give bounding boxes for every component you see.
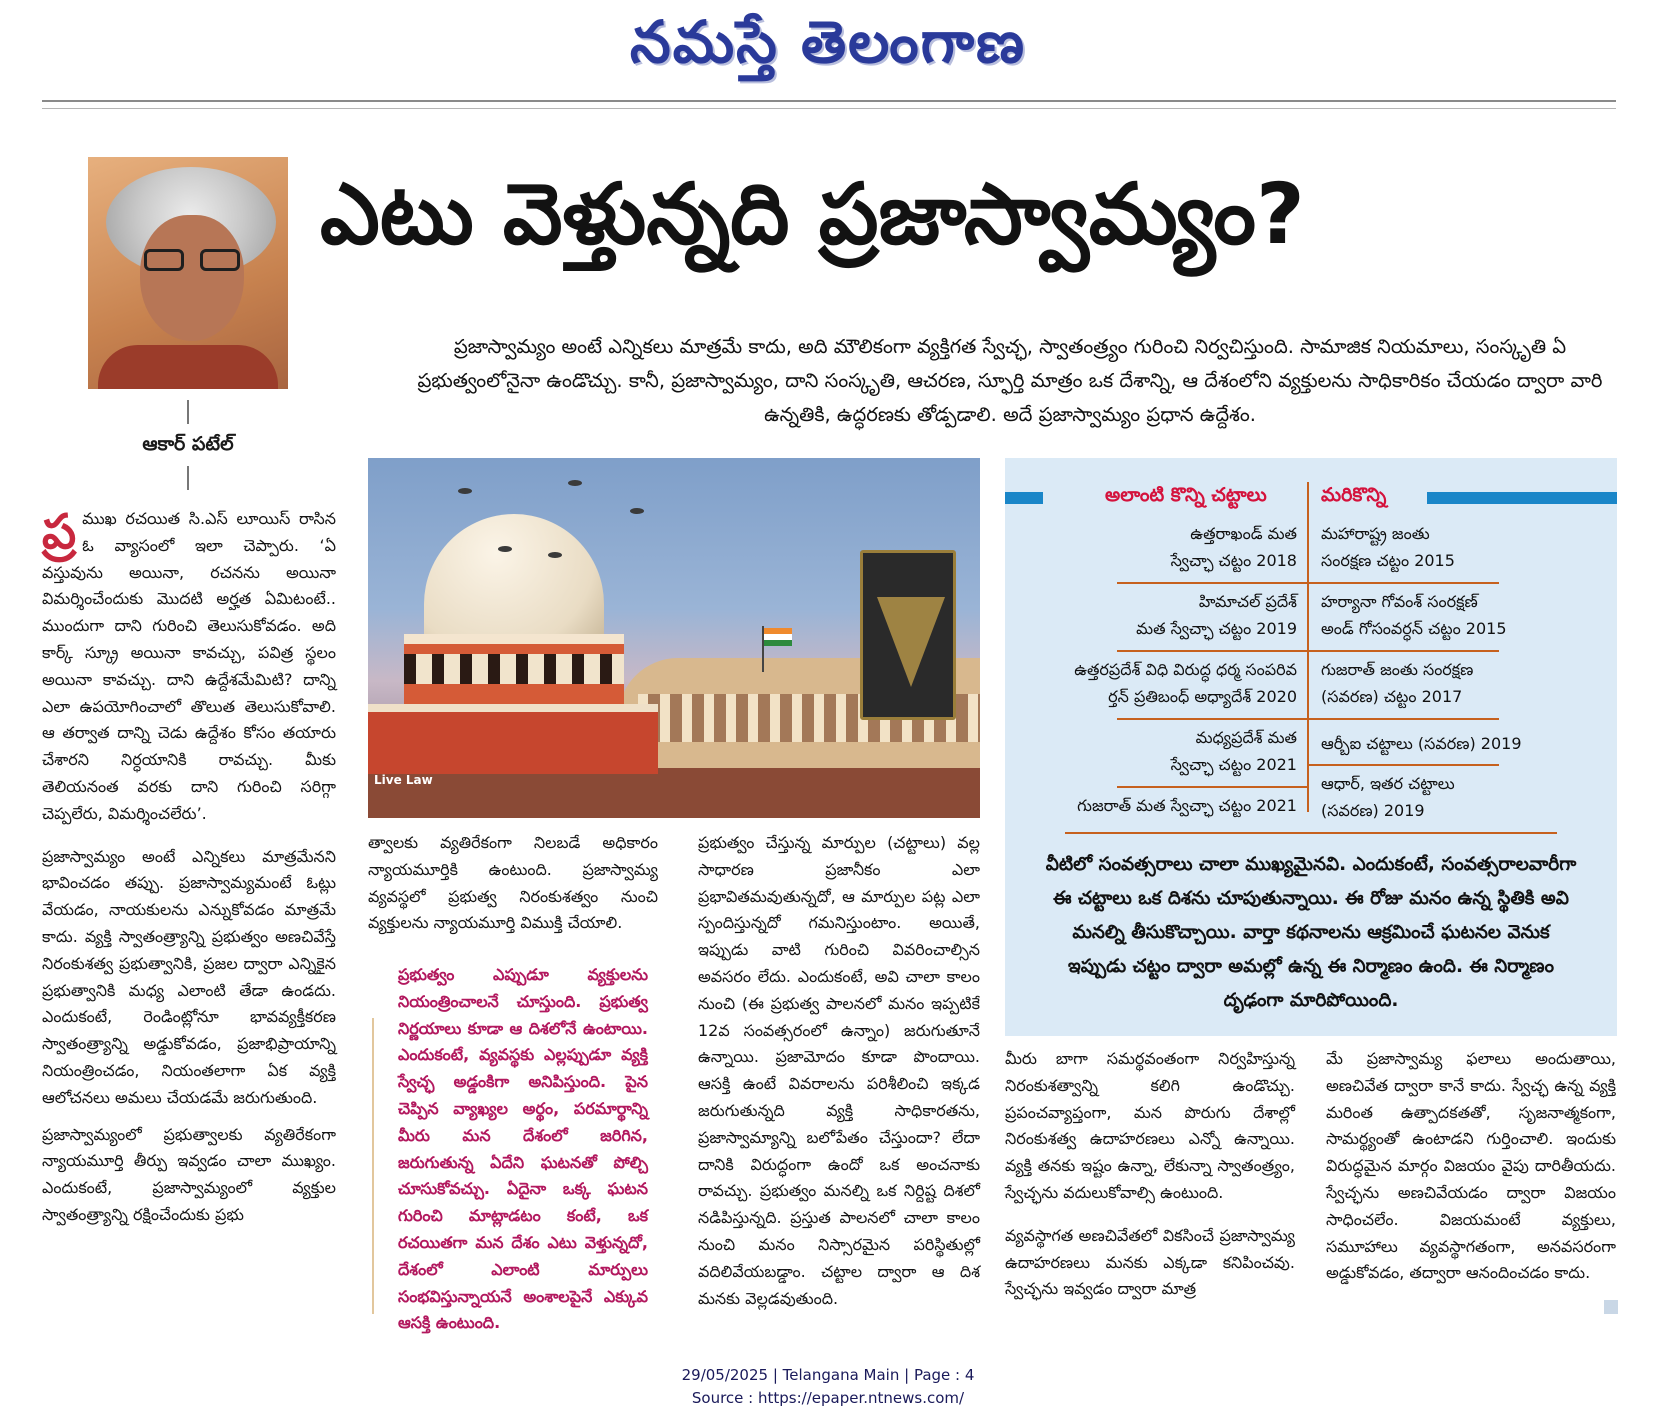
law-entry-left xyxy=(1015,656,1297,710)
sidebar-heading-left: అలాంటి కొన్ని చట్టాలు xyxy=(1105,484,1267,506)
article-column-4 xyxy=(1005,1046,1295,1319)
paragraph: వ్యవస్థాగత అణచివేతలో వికసించే ప్రజాస్వామ్య ఉదాహరణలు మనకు ఎక్కడా కనిపించవు. స్వేచ్ఛను ఇవ్వడం ద్వారా మాత్ర xyxy=(1005,1225,1295,1299)
law-text: హిమాచల్ ప్రదేశ్ xyxy=(1198,592,1297,611)
article-illustration xyxy=(368,458,980,818)
masthead-rule-thin xyxy=(42,108,1616,109)
article-end-mark xyxy=(1604,1300,1618,1314)
law-text: స్వేచ్ఛా చట్టం 2018 xyxy=(1170,551,1297,570)
article-column-5 xyxy=(1326,1046,1616,1303)
law-entry-right xyxy=(1321,656,1611,710)
law-text: ఆర్బీఐ చట్టాలు (సవరణ) 2019 xyxy=(1321,734,1522,753)
law-text: అండ్ గోసంవర్ధన్ చట్టం 2015 xyxy=(1321,619,1507,638)
bird-icon xyxy=(498,546,512,552)
byline-divider-top xyxy=(187,400,189,424)
india-flag-icon xyxy=(764,628,792,646)
paragraph: ప్రజాస్వామ్యం అంటే ఎన్నికలు మాత్రమేనని భావించడం తప్పు. ప్రజాస్వామ్యమంటే ఓట్లు వేయడం, నాయకులను ఎన్నుకోవడం మాత్రమే కాదు. వ్యక్తి స్వాతంత్ర్యాన్ని ప్రభుత్వం అణచివేస్తే నిరంకుశత్వ ప్రభుత్వానికి, ప్రజల ద్వారా ఎన్నికైన ప్రభుత్వానికి మధ్య ఎలాంటి తేడా ఉండదు. ఎందుకంటే, రెండింట్లోనూ భావవ్యక్తీకరణ స్వాతంత్ర్యాన్ని అడ్డుకోవడం, ప్రజాభిప్రాయాన్ని నియంత్రించడం, నియంతలాగా ఏక వ్యక్తి ఆలోచనలు అమలు చేయడమే జరుగుతుంది. xyxy=(42,846,336,1107)
sidebar-heading-right: మరికొన్ని xyxy=(1321,484,1387,506)
bird-icon xyxy=(548,552,562,558)
sidebar-summary: వీటిలో సంవత్సరాలు చాలా ముఖ్యమైనవి. ఎందుకంటే, సంవత్సరాలవారీగా ఈ చట్టాలు ఒక దిశను చూపుతున్నాయి. ఈ రోజు మనం ఉన్న స్థితికి అవి మనల్ని తీసుకొచ్చాయి. వార్తా కథనాలను ఆక్రమించే ఘటనల వెనుక ఇప్పుడు చట్టం ద్వారా అమల్లో ఉన్న ఈ నిర్మాణం ఉంది. ఈ నిర్మాణం దృఢంగా మారిపోయింది. xyxy=(1045,854,1577,1011)
law-text: స్వేచ్ఛా చట్టం 2021 xyxy=(1170,755,1297,774)
law-entry-left xyxy=(1015,792,1297,819)
article-column-3 xyxy=(698,830,980,1328)
law-text: మధ్యప్రదేశ్ మత xyxy=(1195,728,1297,747)
article-headline: ఎటు వెళ్తున్నది ప్రజాస్వామ్యం? xyxy=(320,165,1305,263)
constitution-book xyxy=(860,550,956,720)
article-column-2 xyxy=(368,830,658,953)
supreme-court-base xyxy=(368,704,658,774)
law-text: ఉత్తరాఖండ్ మత xyxy=(1190,524,1297,543)
photo-lens-left xyxy=(144,249,184,271)
law-text: (సవరణ) చట్టం 2017 xyxy=(1321,687,1463,706)
bird-icon xyxy=(458,488,472,494)
article-lede: ప్రజాస్వామ్యం అంటే ఎన్నికలు మాత్రమే కాదు, అది మౌలికంగా వ్యక్తిగత స్వేచ్ఛ, స్వాతంత్ర్యం గురించి నిర్వచిస్తుంది. సామాజిక నియమాలు, సంస్కృతి ఏ ప్రభుత్వంలోనైనా ఉండొచ్చు. కానీ, ప్రజాస్వామ్యం, దాని సంస్కృతి, ఆచరణ, స్ఫూర్తి మాత్రం ఒక దేశాన్ని, ఆ దేశంలోని వ్యక్తులను సాధికారికం చేయడం ద్వారా వారి ఉన్నతికి, ఉద్ధరణకు తోడ్పడాలి. అదే ప్రజాస్వామ్యం ప్రధాన ఉద్దేశం. xyxy=(417,335,1603,426)
law-text: (సవరణ) 2019 xyxy=(1321,801,1425,820)
law-entry-left xyxy=(1035,724,1297,778)
law-entry-right xyxy=(1321,520,1611,574)
law-text: ఆధార్, ఇతర చట్టాలు xyxy=(1321,774,1455,793)
photo-lens-right xyxy=(200,249,240,271)
photo-face xyxy=(140,215,244,341)
article-column-1 xyxy=(42,506,336,1245)
photo-glasses xyxy=(144,249,240,271)
author-byline: ఆకార్ పటేల్ xyxy=(142,433,234,455)
masthead-rule xyxy=(42,100,1616,102)
paragraph: మే ప్రజాస్వామ్య ఫలాలు అందుతాయి, అణచివేత ద్వారా కానే కాదు. స్వేచ్ఛ ఉన్న వ్యక్తి మరింత ఉత్పాదకతతో, సృజనాత్మకంగా, సామర్థ్యంతో ఉంటాడని గుర్తించాలి. ఇందుకు విరుద్ధమైన మార్గం విజయం వైపు దారితీయదు. స్వేచ్ఛను అణచివేయడం ద్వారా విజయం సాధించలేం. విజయమంటే వ్యక్తులు, సమూహాలు వ్యవస్థాగతంగా, అనవసరంగా అడ్డుకోవడం, తద్వారా ఆనందించడం కాదు. xyxy=(1326,1049,1616,1283)
law-separator xyxy=(1117,786,1307,788)
law-entry-left xyxy=(1035,520,1297,574)
byline-divider-bottom xyxy=(187,466,189,490)
law-separator xyxy=(1309,718,1499,720)
law-separator xyxy=(1309,650,1499,652)
paragraph: ప్రభుత్వం చేస్తున్న మార్పుల (చట్టాలు) వల్ల సాధారణ ప్రజానీకం ఎలా ప్రభావితమవుతున్నదో, ఆ మార్పుల పట్ల ఎలా స్పందిస్తున్నదో గమనిస్తుంటాం. అయితే, ఇప్పుడు వాటి గురించి వివరించాల్సిన అవసరం లేదు. ఎందుకంటే, అవి చాలా కాలం నుంచి (ఈ ప్రభుత్వ పాలనలో మనం ఇప్పటికే 12వ సంవత్సరంలో ఉన్నాం) జరుగుతూనే ఉన్నాయి. ప్రజామోదం కూడా పొందాయి. ఆసక్తి ఉంటే వివరాలను పరిశీలించి ఇక్కడ జరుగుతున్నది వ్యక్తి సాధికారతను, ప్రజాస్వామ్యాన్ని బలోపేతం చేస్తుందా? లేదా దానికి విరుద్ధంగా ఉందో ఒక అంచనాకు రావచ్చు. ప్రభుత్వం మనల్ని ఒక నిర్దిష్ట దిశలో నడిపిస్తున్నది. ప్రస్తుత పాలనలో చాలా కాలం నుంచి మనం నిస్సారమైన పరిస్థితుల్లో వదిలివేయబడ్డాం. చట్టాల ద్వారా ఆ దిశ మనకు వెల్లడవుతుంది. xyxy=(698,833,980,1308)
supreme-court-windows xyxy=(404,654,624,684)
sidebar-accent-bar-right xyxy=(1427,492,1617,504)
laws-sidebar xyxy=(1005,458,1617,1036)
sidebar-column-divider xyxy=(1307,482,1309,812)
page-footer xyxy=(0,1364,1656,1410)
footer-source-link[interactable]: Source : https://epaper.ntnews.com/ xyxy=(691,1389,965,1407)
bird-icon xyxy=(630,508,644,514)
supreme-court-dome xyxy=(424,514,604,644)
drop-cap: ప్ర xyxy=(42,504,77,560)
footer-edition-info: 29/05/2025 | Telangana Main | Page : 4 xyxy=(681,1366,975,1384)
masthead-logo: నమస్తే తెలంగాణ xyxy=(630,8,1026,76)
law-entry-right xyxy=(1321,588,1611,642)
photo-shirt xyxy=(98,345,278,389)
law-text: గుజరాత్ జంతు సంరక్షణ xyxy=(1321,660,1474,679)
law-text: మహారాష్ట్ర జంతు xyxy=(1321,524,1430,543)
law-entry-right xyxy=(1321,770,1611,824)
pullquote-rule xyxy=(372,1018,374,1314)
bird-icon xyxy=(568,480,582,486)
image-watermark: Live Law xyxy=(374,773,433,787)
law-text: గుజరాత్ మత స్వేచ్ఛా చట్టం 2021 xyxy=(1077,796,1297,815)
law-entry-right xyxy=(1321,730,1611,757)
paragraph: త్వాలకు వ్యతిరేకంగా నిలబడే అధికారం న్యాయమూర్తికి ఉంటుంది. ప్రజాస్వామ్య వ్యవస్థలో ప్రభుత్వ నిరంకుశత్వం నుంచి వ్యక్తులను న్యాయమూర్తి విముక్తి చేయాలి. xyxy=(368,833,658,933)
constitution-book-emblem xyxy=(877,597,945,687)
law-text: ర్తన్ ప్రతిబంధ్ అధ్యాదేశ్ 2020 xyxy=(1108,687,1297,706)
law-entry-left xyxy=(1035,588,1297,642)
paragraph: ప్రజాస్వామ్యంలో ప్రభుత్వాలకు వ్యతిరేకంగా న్యాయమూర్తి తీర్పు ఇవ్వడం చాలా ముఖ్యం. ఎందుకంటే, ప్రజాస్వామ్యంలో వ్యక్తుల స్వాతంత్ర్యాన్ని రక్షించేందుకు ప్రభు xyxy=(42,1124,336,1224)
law-separator xyxy=(1309,582,1499,584)
law-separator xyxy=(1117,650,1307,652)
law-text: మత స్వేచ్ఛా చట్టం 2019 xyxy=(1136,619,1297,638)
pullquote: ప్రభుత్వం ఎప్పుడూ వ్యక్తులను నియంత్రించాలనే చూస్తుంది. ప్రభుత్వ నిర్ణయాలు కూడా ఆ దిశలోనే ఉంటాయి. ఎందుకంటే, వ్యవస్థకు ఎల్లప్పుడూ వ్యక్తి స్వేచ్ఛ అడ్డంకిగా అనిపిస్తుంది. పైన చెప్పిన వ్యాఖ్యల అర్థం, పరమార్థాన్ని మీరు మన దేశంలో జరిగిన, జరుగుతున్న ఏదేని ఘటనతో పోల్చి చూసుకోవచ్చు. ఏదైనా ఒక్క ఘటన గురించి మాట్లాడటం కంటే, ఒక రచయితగా మన దేశం ఎటు వెళ్తున్నదో, దేశంలో ఎలాంటి మార్పులు సంభవిస్తున్నాయనే అంశాలపైనే ఎక్కువ ఆసక్తి ఉంటుంది. xyxy=(398,965,648,1333)
paragraph: ముఖ రచయిత సి.ఎస్ లూయిస్ రాసిన ఓ వ్యాసంలో ఇలా చెప్పారు. ‘ఏ వస్తువును అయినా, రచనను అయినా విమర్శించేందుకు మొదటి అర్హత ఏమిటంటే.. ముందుగా దాని గురించి తెలుసుకోవడం. అది కార్క్ స్క్రూ అయినా కావచ్చు, పవిత్ర స్థలం అయినా కావచ్చు. దాని ఉద్దేశమేమిటి? దాన్ని ఎలా ఉపయోగించాలో తొలుత తెలుసుకోవాలి. ఆ తర్వాత దాన్ని చెడు ఉద్దేశం కోసం తయారు చేశారని నిర్ధయానికి రావచ్చు. మీకు తెలియనంత వరకు దాని గురించి సరిగ్గా చెప్పలేరు, విమర్శించలేరు’. xyxy=(42,509,336,823)
law-text: హర్యానా గోవంశ్ సంరక్షణ్ xyxy=(1321,592,1478,611)
law-text: ఉత్తరప్రదేశ్ విధి విరుద్ధ ధర్మ సంపరివ xyxy=(1074,660,1297,679)
sidebar-accent-bar-left xyxy=(1005,492,1043,504)
sidebar-summary-rule xyxy=(1065,832,1557,834)
paragraph: మీరు బాగా సమర్థవంతంగా నిర్వహిస్తున్న నిరంకుశత్వాన్ని కలిగి ఉండొచ్చు. ప్రపంచవ్యాప్తంగా, మన పొరుగు దేశాల్లో నిరంకుశత్వ ఉదాహరణలు ఎన్నో ఉన్నాయి. వ్యక్తి తనకు ఇష్టం ఉన్నా, లేకున్నా స్వాతంత్ర్యం, స్వేచ్ఛను వదులుకోవాల్సి ఉంటుంది. xyxy=(1005,1049,1295,1202)
law-separator xyxy=(1117,718,1307,720)
author-photo xyxy=(88,157,288,389)
law-separator xyxy=(1309,764,1499,766)
law-text: సంరక్షణ చట్టం 2015 xyxy=(1321,551,1455,570)
law-separator xyxy=(1117,582,1307,584)
